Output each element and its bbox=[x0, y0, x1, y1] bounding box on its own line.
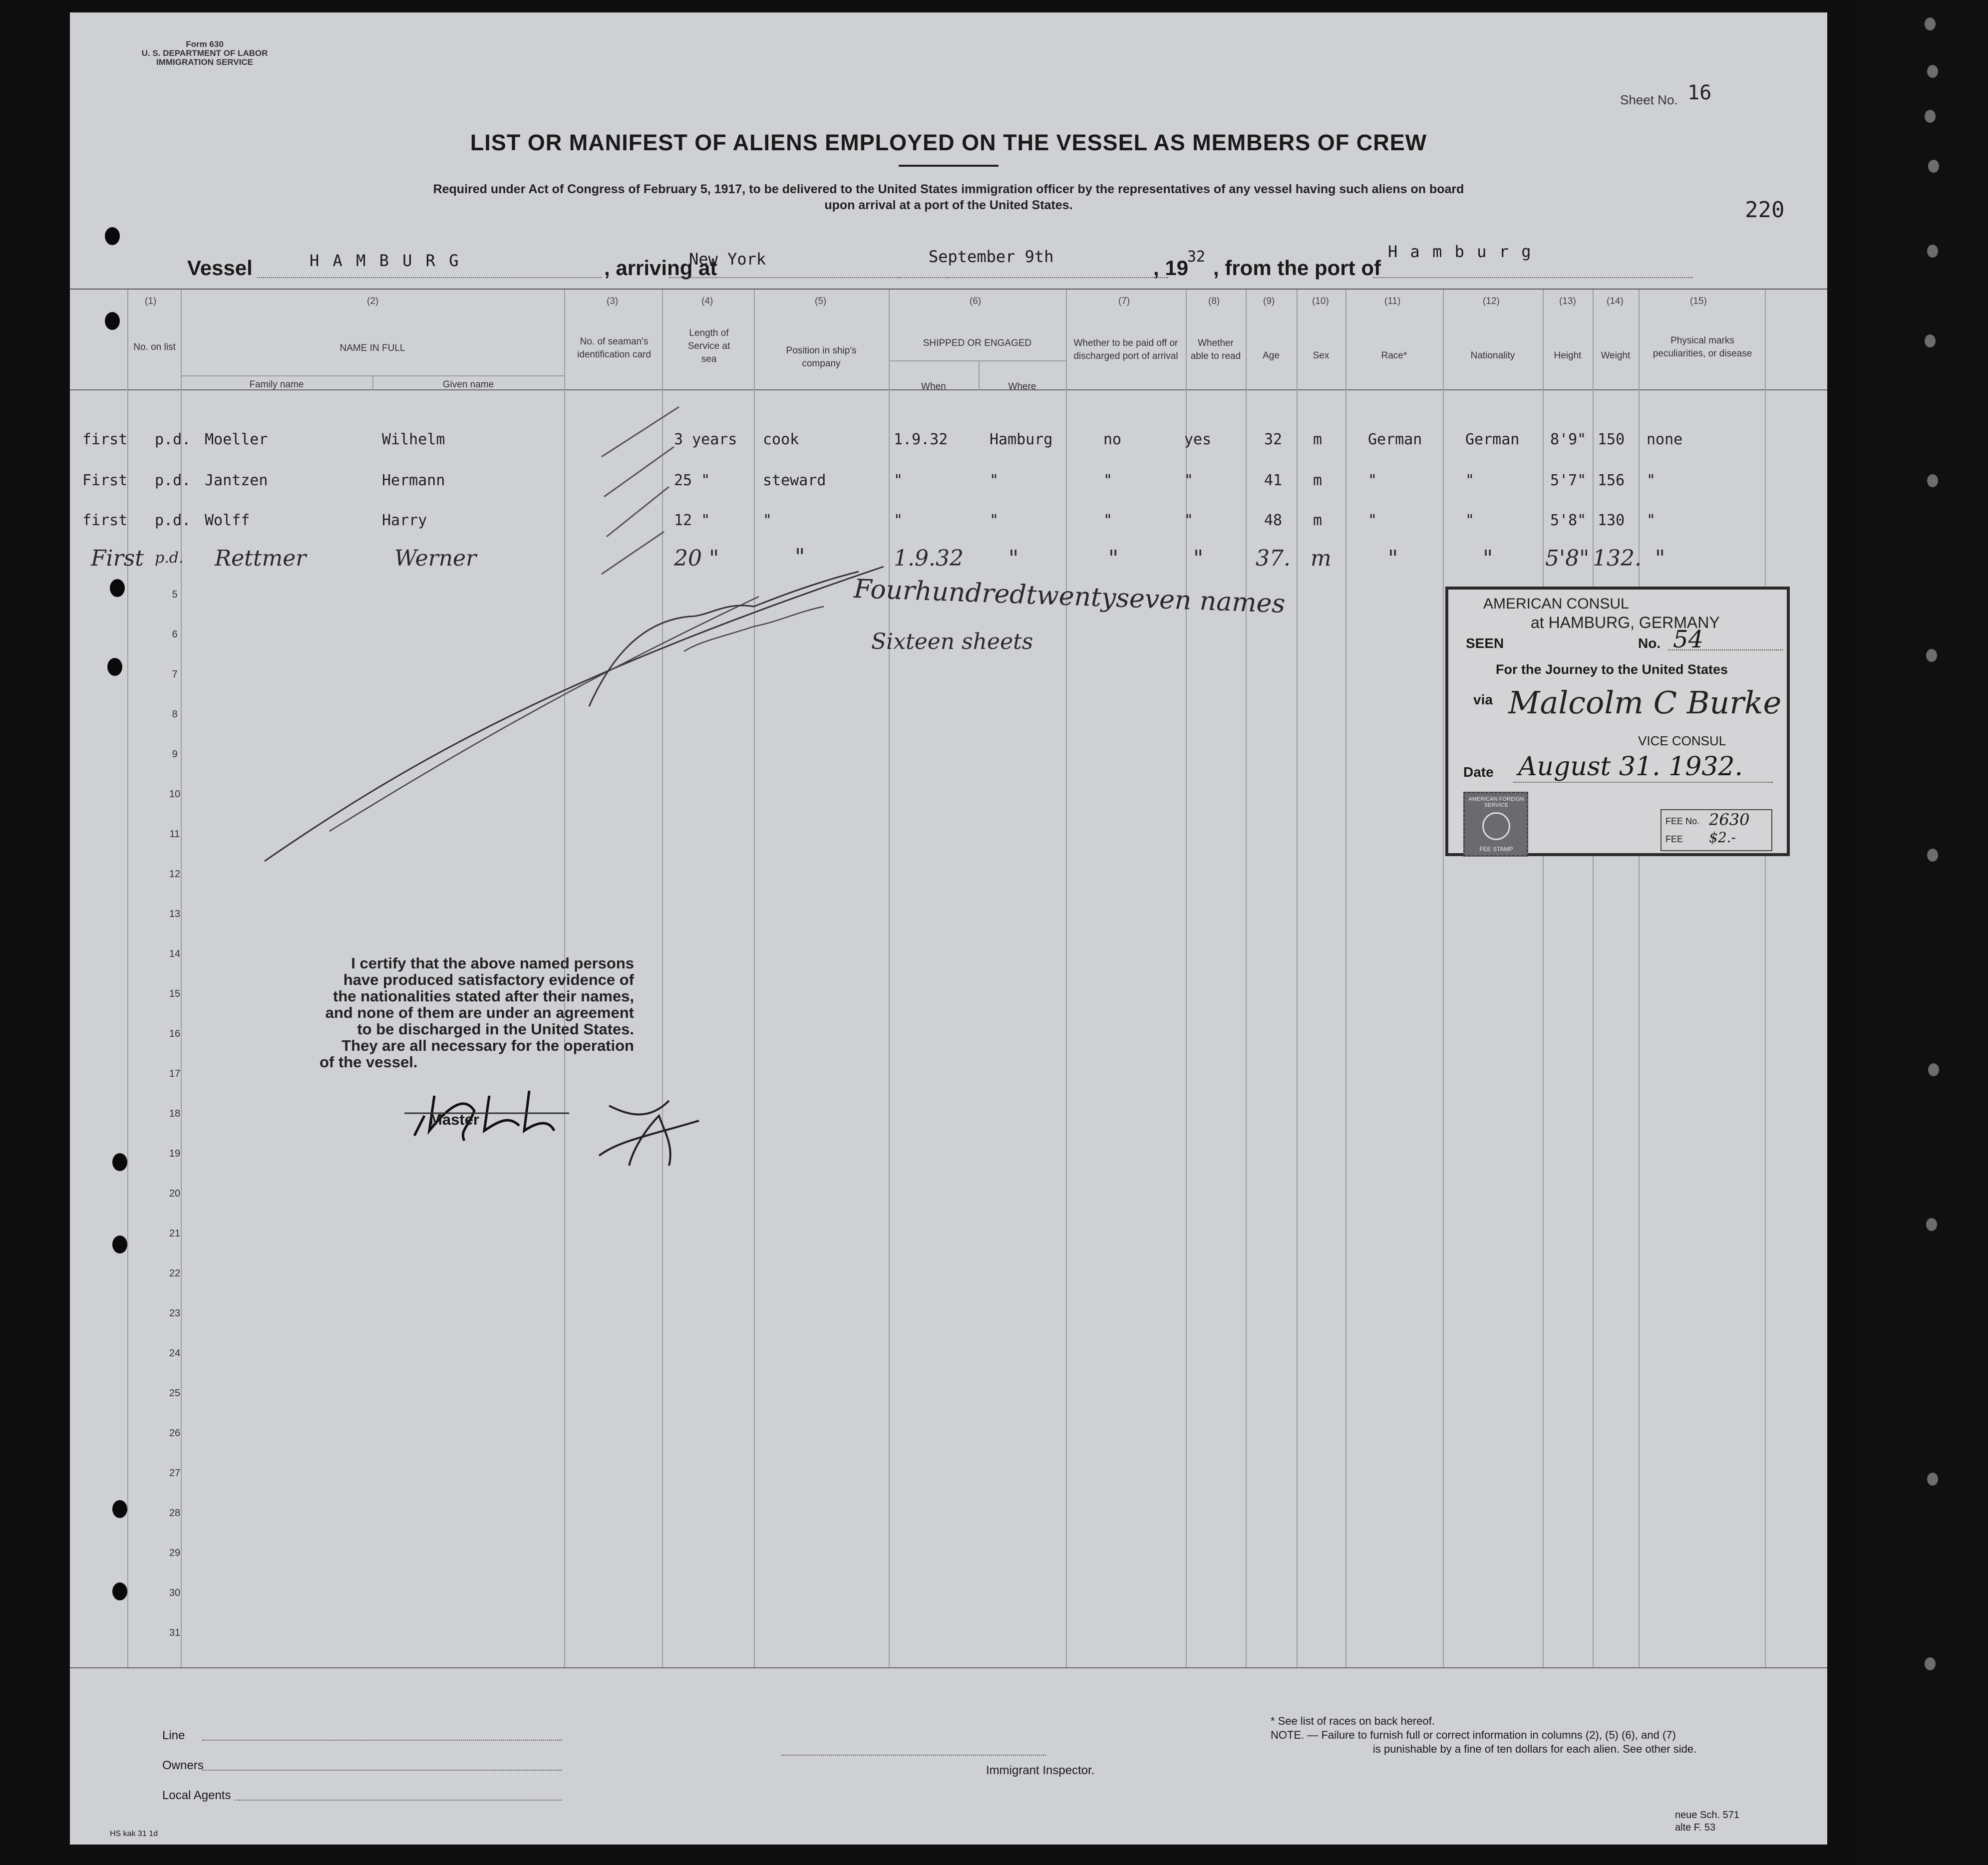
given-name: Harry bbox=[382, 512, 427, 529]
row-number: 31 bbox=[169, 1627, 181, 1638]
master-label: Master bbox=[429, 1111, 479, 1128]
via-label: via bbox=[1473, 692, 1493, 707]
punch-hole bbox=[105, 312, 120, 330]
manifest-sheet bbox=[70, 12, 1827, 1845]
col-number: (1) bbox=[145, 296, 157, 307]
row-number: 20 bbox=[169, 1188, 181, 1199]
shipped-where: " bbox=[1008, 546, 1019, 571]
row-number: 5 bbox=[172, 589, 178, 600]
race: " bbox=[1388, 546, 1398, 571]
date-rule bbox=[899, 277, 1168, 278]
cert-line: They are all necessary for the operation bbox=[341, 1037, 634, 1054]
row-prefix: first bbox=[82, 512, 128, 529]
cert-line: and none of them are under an agreement bbox=[325, 1004, 634, 1021]
sex: m bbox=[1313, 472, 1323, 489]
subtitle-line-2: upon arrival at a port of the United States. bbox=[824, 198, 1073, 212]
header-able-read: Whether able to read bbox=[1190, 338, 1241, 361]
film-perforation bbox=[1925, 334, 1936, 347]
from-port: H a m b u r g bbox=[1388, 242, 1533, 261]
note-line-2: is punishable by a fine of ten dollars for each alien. See other side. bbox=[1373, 1743, 1697, 1755]
family-name: Moeller bbox=[205, 431, 268, 448]
row-number: 14 bbox=[169, 948, 181, 959]
physical-marks: " bbox=[1647, 512, 1656, 529]
film-perforation bbox=[1928, 160, 1939, 173]
weight: 132. bbox=[1593, 546, 1642, 571]
col-line bbox=[1593, 290, 1594, 1667]
col-number: (8) bbox=[1208, 296, 1220, 307]
cert-line: the nationalities stated after their names, bbox=[333, 987, 634, 1005]
header-physical: Physical marks peculiarities, or disease bbox=[1653, 335, 1752, 359]
paid-off: " bbox=[1103, 512, 1113, 529]
race-footnote: * See list of races on back hereof. bbox=[1271, 1715, 1435, 1727]
header-sex: Sex bbox=[1313, 350, 1329, 361]
film-perforation bbox=[1926, 1218, 1937, 1231]
col-number: (6) bbox=[970, 296, 982, 307]
vessel-name: H A M B U R G bbox=[310, 251, 461, 270]
fee-stamp-seal bbox=[1482, 812, 1510, 840]
col-number: (7) bbox=[1118, 296, 1130, 307]
from-rule bbox=[1373, 277, 1692, 278]
header-length-service: Length of Service at sea bbox=[687, 328, 730, 364]
family-name: Jantzen bbox=[205, 472, 268, 489]
fee-stamp bbox=[1463, 792, 1528, 857]
col-number: (9) bbox=[1263, 296, 1275, 307]
row-number: 12 bbox=[169, 869, 181, 880]
film-perforation bbox=[1925, 1657, 1936, 1670]
col-number: (14) bbox=[1607, 296, 1624, 307]
inspector-signature-strokes bbox=[260, 552, 909, 876]
fee-stamp-bottom: FEE STAMP bbox=[1479, 846, 1513, 853]
stamp-no-rule bbox=[1668, 649, 1783, 650]
weight: 150 bbox=[1598, 431, 1625, 448]
film-perforation bbox=[1925, 17, 1936, 30]
consul-stamp bbox=[1445, 587, 1790, 856]
row-number: 19 bbox=[169, 1148, 181, 1159]
film-perforation bbox=[1928, 1063, 1939, 1076]
header-where: Where bbox=[1008, 381, 1036, 392]
print-code: HS kak 31 1d bbox=[110, 1830, 158, 1838]
fee-box bbox=[1660, 809, 1772, 851]
table-bottom-rule bbox=[70, 1667, 1827, 1668]
row-mark: p.d. bbox=[155, 472, 191, 489]
row-number: 8 bbox=[172, 709, 178, 720]
nationality: " bbox=[1483, 546, 1493, 571]
stamp-no-value: 54 bbox=[1673, 625, 1704, 653]
row-number: 22 bbox=[169, 1268, 181, 1279]
consul-title: AMERICAN CONSUL bbox=[1483, 596, 1629, 612]
row-number: 18 bbox=[169, 1108, 181, 1119]
stamp-no-label: No. bbox=[1638, 635, 1661, 651]
film-perforation bbox=[1927, 65, 1938, 78]
cert-line: of the vessel. bbox=[320, 1053, 418, 1071]
given-name: Werner bbox=[394, 546, 477, 571]
stamped-page-number: 220 bbox=[1745, 197, 1785, 223]
position: " bbox=[763, 512, 772, 529]
journey-text: For the Journey to the United States bbox=[1496, 662, 1728, 677]
fee-stamp-top: AMERICAN FOREIGN SERVICE bbox=[1468, 796, 1524, 808]
row-number: 27 bbox=[169, 1468, 181, 1479]
col-number: (3) bbox=[607, 296, 619, 307]
shipped-when: " bbox=[894, 512, 903, 529]
punch-hole bbox=[112, 1582, 127, 1600]
punch-hole bbox=[105, 227, 120, 245]
row-number: 30 bbox=[169, 1587, 181, 1598]
row-number: 16 bbox=[169, 1028, 181, 1039]
col-line bbox=[1639, 290, 1640, 1667]
row-number: 10 bbox=[169, 789, 181, 800]
owners-label: Owners bbox=[162, 1759, 204, 1772]
height: 5'8" bbox=[1545, 546, 1590, 571]
shipped-where: " bbox=[990, 472, 999, 489]
line-label: Line bbox=[162, 1729, 185, 1742]
nationality: " bbox=[1465, 472, 1475, 489]
film-perforation bbox=[1925, 110, 1936, 123]
row-number: 17 bbox=[169, 1068, 181, 1079]
film-perforation bbox=[1927, 474, 1938, 487]
col-line bbox=[1443, 290, 1444, 1667]
col-number: (11) bbox=[1384, 296, 1401, 307]
sex: m bbox=[1311, 546, 1331, 571]
form-number: Form 630 bbox=[186, 39, 224, 49]
header-position: Position in ship's company bbox=[786, 345, 857, 369]
header-age: Age bbox=[1263, 350, 1280, 361]
row-number: 13 bbox=[169, 909, 181, 920]
title-rule bbox=[899, 165, 998, 167]
col-line bbox=[1246, 290, 1247, 1667]
paid-off: no bbox=[1103, 431, 1122, 448]
race: German bbox=[1368, 431, 1422, 448]
vice-consul-label: VICE CONSUL bbox=[1638, 733, 1726, 748]
col-number: (5) bbox=[815, 296, 827, 307]
row-number: 29 bbox=[169, 1548, 181, 1558]
height: 5'8" bbox=[1550, 512, 1587, 529]
col-line bbox=[1186, 290, 1187, 1667]
family-name: Wolff bbox=[205, 512, 250, 529]
punch-hole bbox=[112, 1153, 127, 1171]
note-names-count: Fourhundredtwentyseven names bbox=[853, 574, 1286, 620]
header-paid-off: Whether to be paid off or discharged port of arrival bbox=[1073, 338, 1178, 361]
row-prefix: First bbox=[91, 546, 144, 571]
header-family-name: Family name bbox=[249, 379, 304, 390]
row-number: 11 bbox=[169, 829, 180, 840]
row-prefix: First bbox=[82, 472, 128, 489]
header-nationality: Nationality bbox=[1470, 350, 1515, 361]
nationality: German bbox=[1465, 431, 1520, 448]
schedule-old: alte F. 53 bbox=[1675, 1822, 1716, 1833]
inspector-rule bbox=[781, 1755, 1046, 1756]
row-number: 26 bbox=[169, 1428, 181, 1439]
paid-off: " bbox=[1108, 546, 1119, 571]
fee-value: $2.- bbox=[1709, 829, 1736, 846]
given-name: Hermann bbox=[382, 472, 445, 489]
cert-line: have produced satisfactory evidence of bbox=[343, 971, 634, 988]
shipped-when: " bbox=[894, 472, 903, 489]
film-perforation bbox=[1927, 245, 1938, 258]
shipped-where: Hamburg bbox=[990, 431, 1053, 448]
punch-hole bbox=[112, 1236, 127, 1253]
row-number: 25 bbox=[169, 1388, 181, 1399]
vessel-label: Vessel bbox=[187, 256, 253, 280]
header-weight: Weight bbox=[1601, 350, 1631, 361]
length-of-service: 25 " bbox=[674, 472, 710, 489]
sheet-number: 16 bbox=[1687, 81, 1712, 104]
row-number: 9 bbox=[172, 749, 178, 760]
col-line bbox=[889, 290, 890, 1667]
shipped-when: 1.9.32 bbox=[894, 546, 964, 571]
age: 32 bbox=[1264, 431, 1283, 448]
header-race: Race* bbox=[1381, 350, 1407, 361]
given-name: Wilhelm bbox=[382, 431, 445, 448]
shipped-where: " bbox=[990, 512, 999, 529]
able-read: yes bbox=[1184, 431, 1212, 448]
physical-marks: none bbox=[1647, 431, 1683, 448]
local-agents-label: Local Agents bbox=[162, 1789, 231, 1802]
col-line bbox=[754, 290, 755, 1667]
race: " bbox=[1368, 472, 1377, 489]
col-number: (15) bbox=[1690, 296, 1707, 307]
position: steward bbox=[763, 472, 826, 489]
length-of-service: 12 " bbox=[674, 512, 710, 529]
header-id-card: No. of seaman's identification card bbox=[577, 336, 651, 360]
vice-consul-signature: Malcolm C Burke bbox=[1508, 684, 1782, 721]
sex: m bbox=[1313, 431, 1323, 448]
row-number: 28 bbox=[169, 1508, 181, 1519]
page-title: LIST OR MANIFEST OF ALIENS EMPLOYED ON THE VESSEL AS MEMBERS OF CREW bbox=[470, 130, 1427, 155]
paid-off: " bbox=[1103, 472, 1113, 489]
arrival-date: September 9th bbox=[929, 247, 1054, 266]
height: 5'7" bbox=[1550, 472, 1587, 489]
film-perforation bbox=[1927, 1473, 1938, 1486]
row-mark: p.d. bbox=[155, 512, 191, 529]
able-read: " bbox=[1184, 512, 1194, 529]
length-of-service: 20 " bbox=[674, 546, 719, 571]
row-number: 23 bbox=[169, 1308, 181, 1319]
age: 48 bbox=[1264, 512, 1283, 529]
able-read: " bbox=[1184, 472, 1194, 489]
physical-marks: " bbox=[1655, 546, 1665, 571]
weight: 130 bbox=[1598, 512, 1625, 529]
row-mark: p.d. bbox=[155, 549, 184, 567]
punch-hole bbox=[112, 1500, 127, 1518]
nationality: " bbox=[1465, 512, 1475, 529]
film-perforation bbox=[1927, 849, 1938, 862]
date-label: Date bbox=[1463, 764, 1494, 780]
col-line bbox=[1345, 290, 1346, 1667]
row-prefix: first bbox=[82, 431, 128, 448]
row-mark: p.d. bbox=[155, 431, 191, 448]
col-number: (13) bbox=[1559, 296, 1576, 307]
row-number: 15 bbox=[169, 988, 181, 999]
fee-no-label: FEE No. bbox=[1665, 816, 1700, 826]
col-number: (10) bbox=[1312, 296, 1329, 307]
from-label: , from the port of bbox=[1213, 256, 1381, 280]
position: cook bbox=[763, 431, 799, 448]
race: " bbox=[1368, 512, 1377, 529]
subtitle-line-1: Required under Act of Congress of February 5, 1917, to be delivered to the United States immigration officer by the representatives of any vessel having such aliens on board bbox=[433, 182, 1464, 196]
family-name: Rettmer bbox=[215, 546, 307, 571]
inspector-label: Immigrant Inspector. bbox=[986, 1764, 1095, 1777]
punch-hole bbox=[110, 579, 125, 597]
col-line bbox=[181, 290, 182, 1667]
department-name: U. S. DEPARTMENT OF LABOR bbox=[141, 48, 268, 58]
master-certification bbox=[235, 955, 634, 1070]
form-issuer bbox=[115, 40, 295, 67]
sex: m bbox=[1313, 512, 1323, 529]
table-top-rule bbox=[70, 289, 1827, 290]
header-name-in-full: NAME IN FULL bbox=[339, 343, 405, 353]
fee-no-value: 2630 bbox=[1709, 810, 1750, 829]
year-suffix: 32 bbox=[1187, 248, 1206, 266]
owners-rule bbox=[202, 1770, 562, 1771]
physical-marks: " bbox=[1647, 472, 1656, 489]
length-of-service: 3 years bbox=[674, 431, 737, 448]
height: 8'9" bbox=[1550, 431, 1587, 448]
position: " bbox=[795, 544, 805, 570]
service-name: IMMIGRATION SERVICE bbox=[156, 57, 253, 67]
punch-hole bbox=[107, 658, 122, 676]
date-rule bbox=[1513, 782, 1773, 783]
col-number: (12) bbox=[1483, 296, 1500, 307]
age: 41 bbox=[1264, 472, 1283, 489]
fee-label: FEE bbox=[1665, 834, 1683, 844]
film-perforation bbox=[1926, 649, 1937, 662]
able-read: " bbox=[1193, 546, 1204, 571]
row-number: 21 bbox=[169, 1228, 181, 1239]
stamp-date: August 31. 1932. bbox=[1518, 752, 1743, 782]
sheet-label: Sheet No. bbox=[1620, 92, 1678, 107]
film-edge bbox=[1858, 0, 1988, 1865]
seen-label: SEEN bbox=[1466, 635, 1504, 651]
arriving-port: New York bbox=[689, 250, 766, 269]
weight: 156 bbox=[1598, 472, 1625, 489]
consul-location: at HAMBURG, GERMANY bbox=[1531, 614, 1720, 631]
row-number: 7 bbox=[172, 669, 178, 680]
year-prefix: , 19 bbox=[1153, 256, 1189, 280]
note-line-1: NOTE. — Failure to furnish full or correct information in columns (2), (5) (6), and (7) bbox=[1271, 1729, 1676, 1741]
shipped-when: 1.9.32 bbox=[894, 431, 948, 448]
line-rule bbox=[202, 1740, 562, 1741]
col-line bbox=[1543, 290, 1544, 1667]
vessel-rule bbox=[257, 277, 602, 278]
header-shipped: SHIPPED OR ENGAGED bbox=[923, 338, 1032, 348]
age: 37. bbox=[1256, 546, 1291, 571]
cert-line: to be discharged in the United States. bbox=[357, 1020, 634, 1038]
schedule-new: neue Sch. 571 bbox=[1675, 1810, 1739, 1821]
cert-line: I certify that the above named persons bbox=[351, 954, 634, 972]
master-signature bbox=[349, 1066, 709, 1181]
note-sheets-count: Sixteen sheets bbox=[871, 629, 1033, 654]
header-height: Height bbox=[1554, 350, 1582, 361]
col-line bbox=[1297, 290, 1298, 1667]
col-number: (2) bbox=[367, 296, 379, 307]
col-number: (4) bbox=[701, 296, 713, 307]
row-number: 24 bbox=[169, 1348, 181, 1359]
header-when: When bbox=[921, 381, 946, 392]
row-number: 6 bbox=[172, 629, 178, 640]
col-line bbox=[1765, 290, 1766, 1667]
col-line bbox=[127, 290, 128, 1667]
header-no-on-list: No. on list bbox=[133, 342, 176, 352]
shipped-subheader-rule bbox=[889, 360, 1066, 361]
arriving-label: , arriving at bbox=[604, 256, 717, 280]
col-line bbox=[1066, 290, 1067, 1667]
header-given-name: Given name bbox=[442, 379, 494, 390]
local-agents-rule bbox=[235, 1800, 562, 1801]
